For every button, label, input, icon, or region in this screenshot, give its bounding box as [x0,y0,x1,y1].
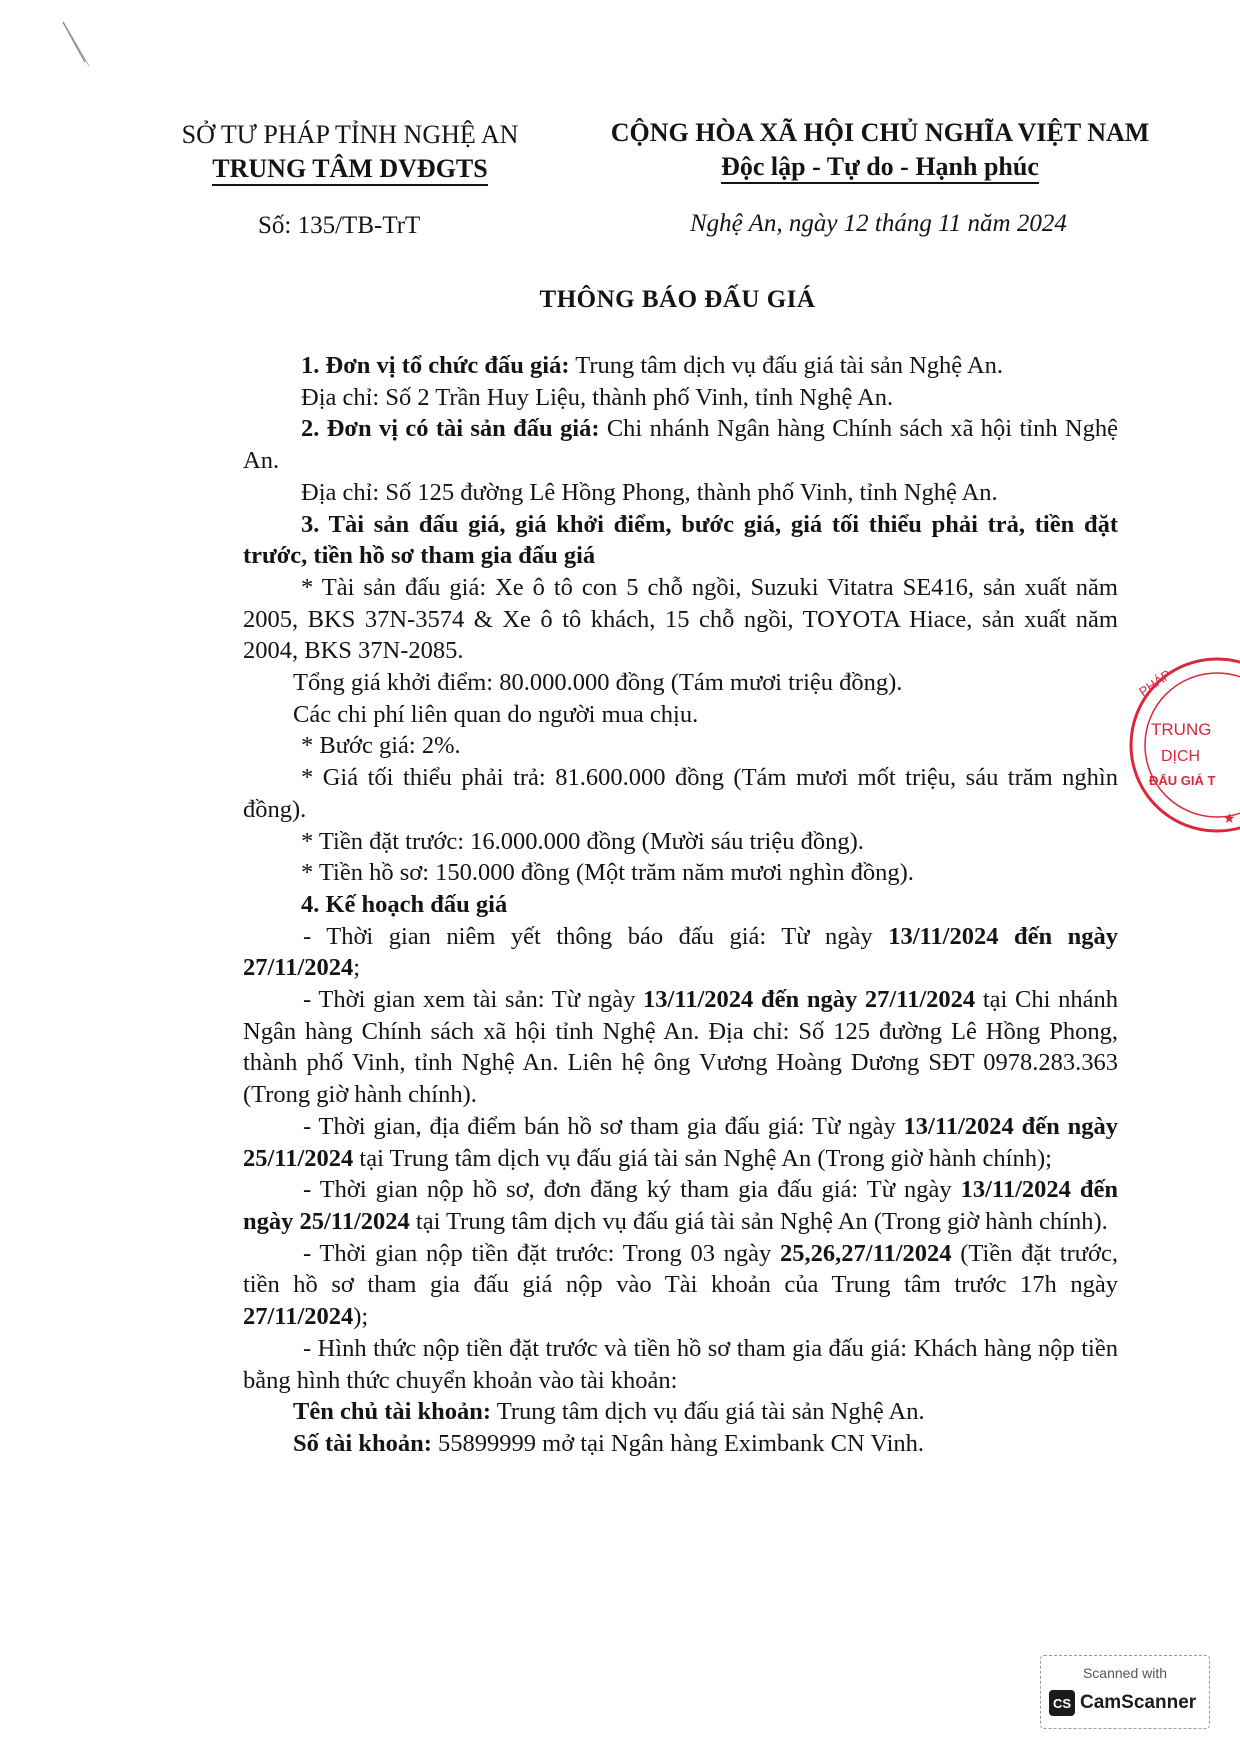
document-body [243,350,1118,1460]
start-price: Tổng giá khởi điểm: 80.000.000 đồng (Tám mươi triệu đồng). [293,669,903,697]
svg-text:DỊCH: DỊCH [1161,748,1201,765]
red-seal-stamp [1105,655,1240,835]
section-2: 2. Đơn vị có tài sản đấu giá: Chi nhánh Ngân hàng Chính sách xã hội tỉnh Nghệ An. [243,415,1118,475]
plan-listing: - Thời gian niêm yết thông báo đấu giá: Từ ngày 13/11/2024 đến ngày 27/11/2024; [243,922,1119,982]
costs-note: Các chi phí liên quan do người mua chịu. [293,700,699,728]
section-1: 1. Đơn vị tổ chức đấu giá: Trung tâm dịch vụ đấu giá tài sản Nghệ An. [301,352,1004,379]
svg-text:PHÁP: PHÁP [1136,666,1174,700]
section-4-heading: 4. Kế hoạch đấu giá [301,890,508,918]
watermark-brand: CamScanner [1080,1692,1197,1713]
account-name: Tên chủ tài khoản: Trung tâm dịch vụ đấu giá tài sản Nghệ An. [293,1398,925,1426]
svg-text:ĐẤU GIÁ T: ĐẤU GIÁ T [1149,773,1216,788]
doc-date: Nghệ An, ngày 12 tháng 11 năm 2024 [690,210,1067,237]
plan-sale: - Thời gian, địa điểm bán hồ sơ tham gia đấu giá: Từ ngày 13/11/2024 đến ngày 25/11/2024 tại Trung tâm dịch vụ đấu giá tài sản Nghệ An (Trong giờ hành chính); [243,1112,1118,1172]
header-left [158,118,542,186]
plan-submit: - Thời gian nộp hồ sơ, đơn đăng ký tham gia đấu giá: Từ ngày 13/11/2024 đến ngày 25/11/2024 tại Trung tâm dịch vụ đấu giá tài sản Nghệ An (Trong giờ hành chính). [243,1176,1119,1235]
motto: Độc lập - Tự do - Hạnh phúc [721,152,1039,184]
page-title: THÔNG BÁO ĐẤU GIÁ [539,286,816,313]
document-fee: * Tiền hồ sơ: 150.000 đồng (Một trăm năm mươi nghìn đồng). [301,859,914,887]
org-parent: SỞ TƯ PHÁP TỈNH NGHỆ AN [181,120,519,149]
svg-text:★: ★ [1223,811,1236,827]
doc-number: Số: 135/TB-TrT [258,212,421,239]
account-number: Số tài khoản: 55899999 mở tại Ngân hàng Eximbank CN Vinh. [293,1429,925,1457]
min-price: * Giá tối thiểu phải trả: 81.600.000 đồng (Tám mươi mốt triệu, sáu trăm nghìn đồng). [243,764,1118,823]
watermark-caption: Scanned with [1082,1665,1168,1681]
price-step: * Bước giá: 2%. [301,732,461,760]
plan-viewing: - Thời gian xem tài sản: Từ ngày 13/11/2024 đến ngày 27/11/2024 tại Chi nhánh Ngân hàng Chính sách xã hội tỉnh Nghệ An. Địa chỉ: Số 125 đường Lê Hồng Phong, thành phố Vinh, tỉnh Nghệ An. Liên hệ ông Vương Hoàng Dương SĐT 0978.283.363 (Trong giờ hành chính). [243,986,1119,1109]
asset-description: * Tài sản đấu giá: Xe ô tô con 5 chỗ ngồi, Suzuki Vitatra SE416, sản xuất năm 2005, BKS 37N-3574 & Xe ô tô khách, 15 chỗ ngồi, TOYOTA Hiace, sản xuất năm 2004, BKS 37N-2085. [243,573,1118,665]
header-right [580,116,1180,184]
svg-text:TRUNG: TRUNG [1151,720,1212,739]
deposit: * Tiền đặt trước: 16.000.000 đồng (Mười sáu triệu đồng). [301,827,864,855]
pen-mark-icon [55,18,115,78]
country-name: CỘNG HÒA XÃ HỘI CHỦ NGHĨA VIỆT NAM [610,118,1150,147]
plan-deposit: - Thời gian nộp tiền đặt trước: Trong 03 ngày 25,26,27/11/2024 (Tiền đặt trước, tiền hồ sơ tham gia đấu giá nộp vào Tài khoản của Trung tâm trước 17h ngày 27/11/2024); [243,1239,1118,1331]
section-2-address: Địa chỉ: Số 125 đường Lê Hồng Phong, thành phố Vinh, tỉnh Nghệ An. [301,478,998,506]
camscanner-logo-icon: CS [1049,1690,1075,1716]
org-name: TRUNG TÂM DVĐGTS [212,154,487,186]
camscanner-watermark [1040,1655,1210,1729]
plan-payment-method: - Hình thức nộp tiền đặt trước và tiền hồ sơ tham gia đấu giá: Khách hàng nộp tiền bằng hình thức chuyển khoản vào tài khoản: [243,1334,1118,1394]
section-1-address: Địa chỉ: Số 2 Trần Huy Liệu, thành phố Vinh, tỉnh Nghệ An. [301,383,894,411]
section-3-heading: 3. Tài sản đấu giá, giá khởi điểm, bước giá, giá tối thiểu phải trả, tiền đặt trước, tiền hồ sơ tham gia đấu giá [243,510,1118,570]
